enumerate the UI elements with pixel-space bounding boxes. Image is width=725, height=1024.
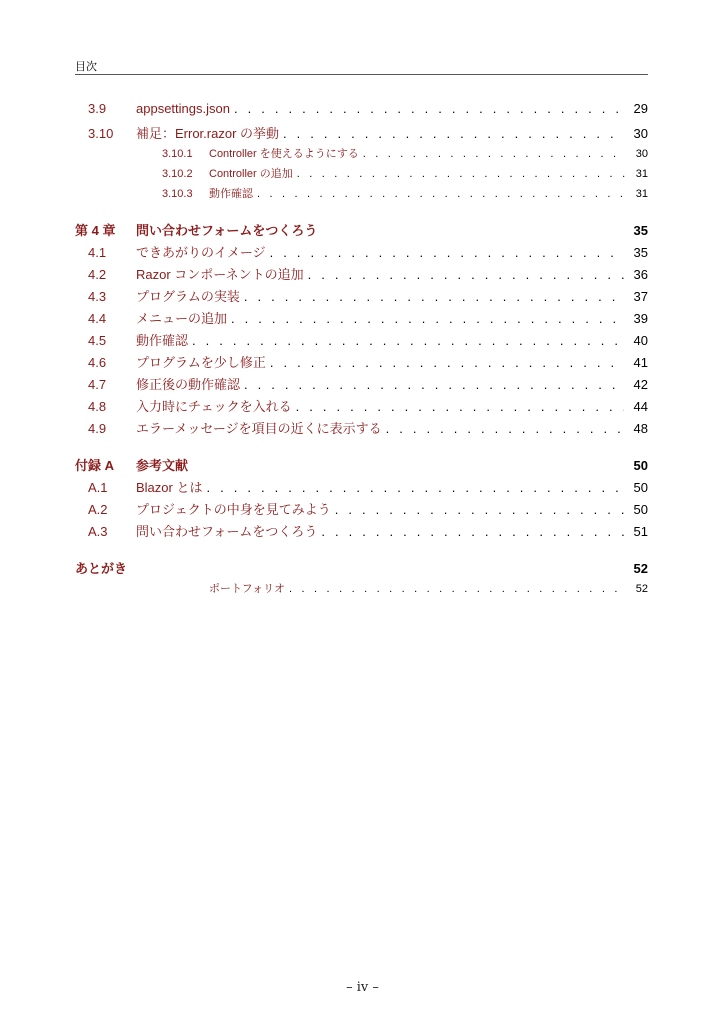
toc-entry-page: 42	[633, 377, 648, 392]
toc-entry[interactable]	[75, 352, 648, 374]
toc-entry-page: 36	[633, 267, 648, 282]
toc-entry-number: 4.5	[88, 333, 107, 348]
toc-entry[interactable]	[75, 396, 648, 418]
dot-leader	[304, 267, 624, 282]
dot-leader	[230, 101, 624, 116]
toc-entry-title: Controller の追加	[209, 168, 293, 180]
toc-entry-number: 3.10.3	[162, 188, 193, 200]
toc-entry-number: 4.7	[88, 377, 107, 392]
toc-subentry[interactable]	[75, 185, 648, 205]
toc-chapter[interactable]	[75, 220, 648, 242]
toc-entry[interactable]	[75, 374, 648, 396]
appendix-page: 50	[633, 458, 648, 473]
toc-entry-number: 3.10	[88, 126, 114, 141]
toc-entry-title: 問い合わせフォームをつくろう	[136, 524, 318, 539]
toc-entry-title: Controller を使えるようにする	[209, 148, 359, 160]
table-of-contents	[75, 101, 648, 600]
toc-entry-page: 30	[633, 126, 648, 141]
dot-leader	[285, 583, 626, 595]
toc-entry-title: 入力時にチェックを入れる	[136, 399, 292, 414]
dot-leader	[240, 289, 624, 304]
appendix-number: 付録 A	[75, 458, 115, 473]
toc-entry-title: Razor コンポーネントの追加	[136, 267, 304, 282]
toc-appendix[interactable]	[75, 455, 648, 477]
page-number-footer	[0, 980, 725, 995]
toc-entry-page: 29	[633, 101, 648, 116]
running-header	[75, 58, 648, 75]
toc-entry-page: 44	[633, 399, 648, 414]
toc-entry-page: 41	[633, 355, 648, 370]
toc-entry[interactable]	[75, 123, 648, 145]
toc-entry-number: 4.2	[88, 267, 107, 282]
dot-leader	[293, 168, 626, 180]
toc-entry-page: 31	[635, 168, 648, 180]
toc-subentry[interactable]	[75, 165, 648, 185]
dot-leader	[292, 399, 624, 414]
toc-entry-title: 補足：Error.razor の挙動	[136, 126, 280, 141]
dot-leader	[202, 480, 624, 495]
dot-leader	[331, 502, 624, 517]
dot-leader	[266, 355, 624, 370]
toc-entry-title: エラーメッセージを項目の近くに表示する	[136, 421, 382, 436]
dot-leader	[266, 245, 624, 260]
toc-subentry[interactable]	[75, 580, 648, 600]
dot-leader	[227, 311, 624, 326]
dot-leader	[240, 377, 624, 392]
toc-entry-page: 40	[633, 333, 648, 348]
toc-entry-number: 4.1	[88, 245, 107, 260]
toc-entry-title: Blazor とは	[136, 480, 203, 495]
toc-entry-number: 4.4	[88, 311, 107, 326]
toc-entry[interactable]	[75, 286, 648, 308]
toc-entry[interactable]	[75, 242, 648, 264]
toc-entry-title: メニューの追加	[136, 311, 228, 326]
toc-entry-number: 4.9	[88, 421, 107, 436]
toc-entry-title: ポートフォリオ	[209, 583, 286, 595]
toc-entry-title: できあがりのイメージ	[136, 245, 266, 260]
dot-leader	[317, 524, 624, 539]
toc-entry-page: 39	[633, 311, 648, 326]
toc-entry-number: 4.6	[88, 355, 107, 370]
chapter-title: 問い合わせフォームをつくろう	[136, 223, 318, 238]
toc-entry[interactable]	[75, 264, 648, 286]
toc-entry-page: 52	[635, 583, 648, 595]
toc-entry[interactable]	[75, 521, 648, 543]
chapter-number: 第 4 章	[75, 223, 116, 238]
dot-leader	[279, 126, 624, 141]
toc-entry-page: 50	[633, 502, 648, 517]
toc-entry-number: A.3	[88, 524, 108, 539]
toc-entry-number: 4.8	[88, 399, 107, 414]
appendix-title: 参考文献	[136, 458, 189, 473]
toc-entry[interactable]	[75, 499, 648, 521]
toc-entry-title: 動作確認	[136, 333, 189, 348]
toc-entry-page: 35	[633, 245, 648, 260]
toc-subentry[interactable]	[75, 145, 648, 165]
toc-entry-number: A.1	[88, 480, 108, 495]
toc-entry-title: プログラムの実装	[136, 289, 240, 304]
toc-entry-page: 31	[635, 188, 648, 200]
toc-entry-title: appsettings.json	[136, 101, 230, 116]
toc-entry[interactable]	[75, 308, 648, 330]
toc-afterword[interactable]	[75, 558, 648, 580]
toc-entry-page: 30	[635, 148, 648, 160]
toc-entry-number: 3.10.2	[162, 168, 193, 180]
page-number: – iv –	[346, 980, 379, 995]
toc-entry-title: プロジェクトの中身を見てみよう	[136, 502, 331, 517]
toc-entry-page: 48	[633, 421, 648, 436]
afterword-title: あとがき	[75, 561, 128, 576]
toc-entry[interactable]	[75, 101, 648, 123]
toc-entry-number: A.2	[88, 502, 108, 517]
toc-entry-page: 51	[633, 524, 648, 539]
toc-entry[interactable]	[75, 418, 648, 440]
toc-entry-number: 3.10.1	[162, 148, 193, 160]
dot-leader	[253, 188, 626, 200]
toc-entry[interactable]	[75, 477, 648, 499]
toc-entry[interactable]	[75, 330, 648, 352]
dot-leader	[382, 421, 624, 436]
toc-entry-page: 50	[633, 480, 648, 495]
dot-leader	[359, 148, 626, 160]
toc-entry-title: 修正後の動作確認	[136, 377, 241, 392]
dot-leader	[188, 333, 624, 348]
toc-entry-number: 3.9	[88, 101, 107, 116]
toc-entry-number: 4.3	[88, 289, 107, 304]
header-title: 目次	[75, 61, 97, 73]
chapter-page: 35	[633, 223, 648, 238]
afterword-page: 52	[633, 561, 648, 576]
toc-entry-title: 動作確認	[209, 188, 253, 200]
toc-entry-page: 37	[633, 289, 648, 304]
toc-entry-title: プログラムを少し修正	[136, 355, 266, 370]
